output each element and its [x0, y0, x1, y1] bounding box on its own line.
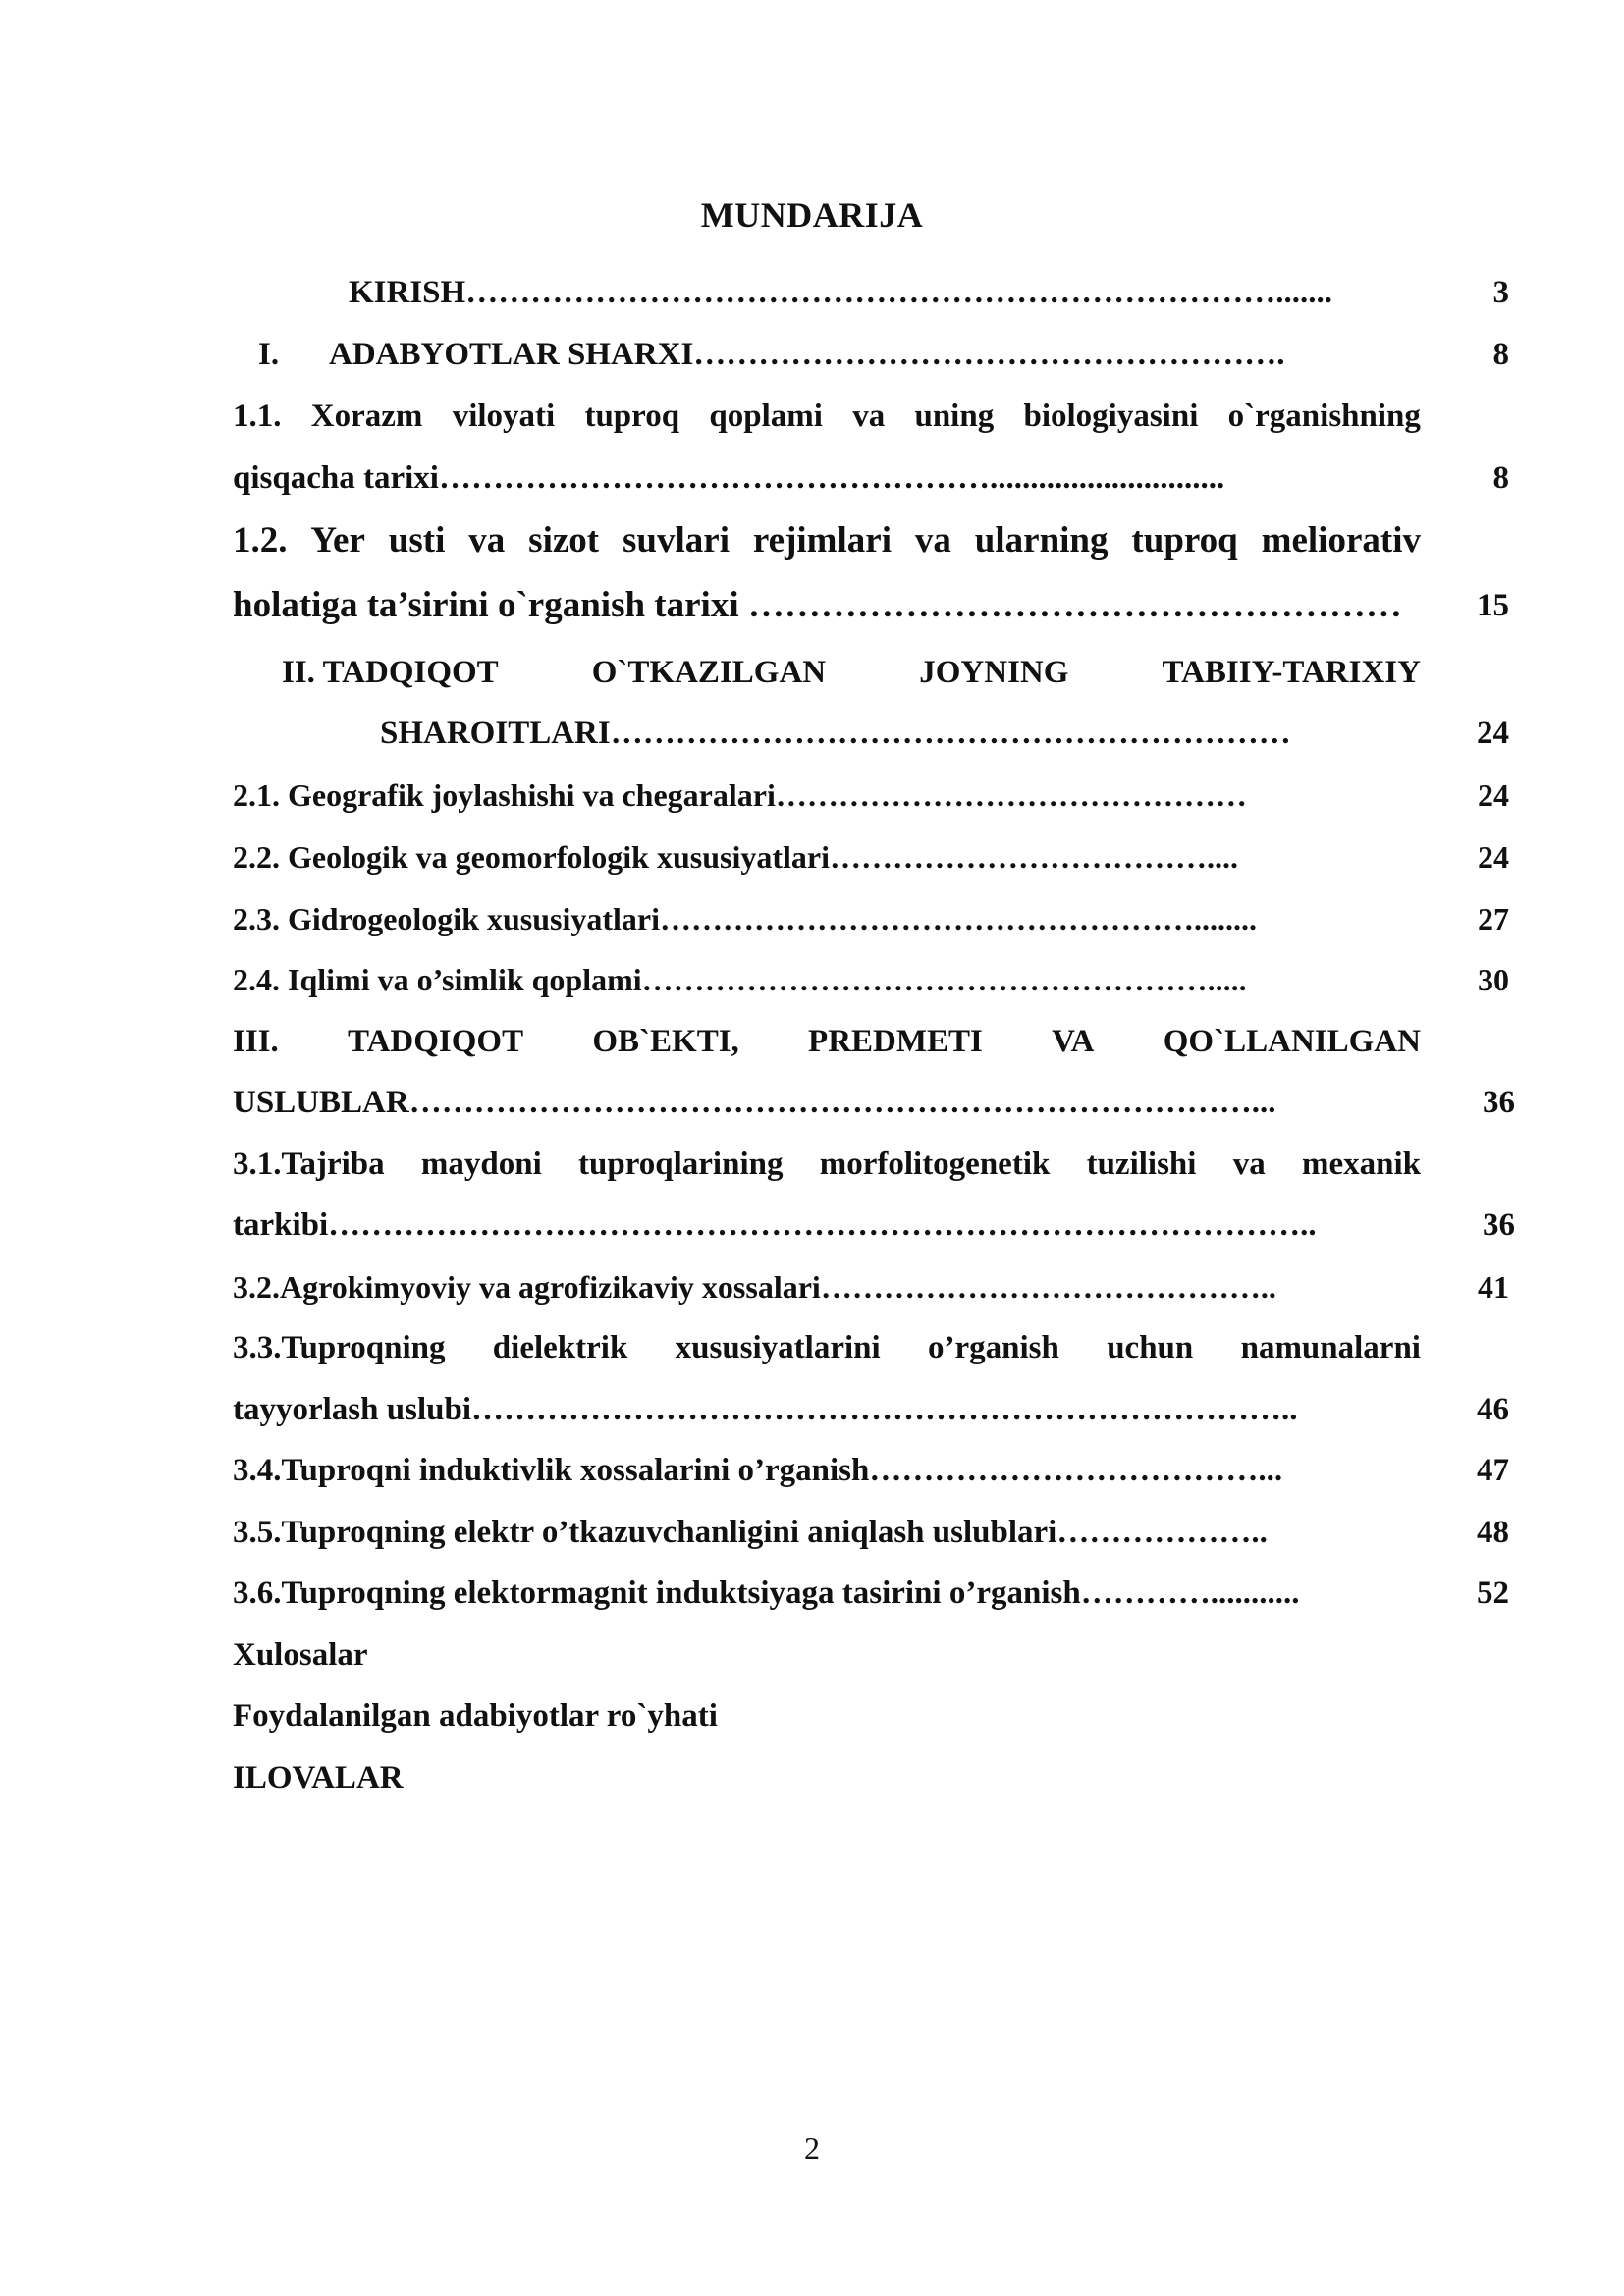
toc-entry-page: 41	[1478, 1269, 1509, 1305]
toc-entry-text	[233, 1324, 1421, 1371]
toc-entry-page: 8	[1492, 337, 1509, 372]
word: VA	[1052, 1024, 1095, 1059]
word: sizot	[528, 520, 600, 561]
toc-entry-text: SHAROITLARI………………………………………………………	[380, 716, 1291, 751]
word: dielektrik	[492, 1330, 628, 1365]
toc-entry-3-4	[233, 1447, 1509, 1494]
toc-entry-text: ILOVALAR	[233, 1760, 404, 1795]
toc-entry-kirish	[233, 269, 1509, 316]
word: Xorazm	[310, 399, 423, 434]
toc-entry-text: holatiga ta’sirini o`rganish tarixi ………………………………………………	[233, 585, 1402, 625]
toc-entry-text: 2.4. Iqlimi va o’simlik qoplami……………………………………………….....	[233, 962, 1247, 997]
toc-entry-page: 3	[1492, 275, 1509, 310]
toc-entry-page: 48	[1477, 1515, 1509, 1550]
word: O`TKAZILGAN	[591, 655, 827, 690]
toc-entry-page: 24	[1478, 839, 1509, 875]
toc-entry-3-1-line-1	[233, 1141, 1509, 1188]
toc-entry-page: 30	[1478, 962, 1509, 997]
toc-entry-text	[233, 517, 1421, 564]
toc-entry-ilovalar	[233, 1754, 1509, 1801]
toc-entry-3-3-line-1	[233, 1324, 1509, 1371]
toc-entry-chapter-1	[233, 331, 1509, 378]
word: namunalarni	[1240, 1330, 1421, 1365]
toc-entry-3-5	[233, 1509, 1509, 1556]
toc-entry-2-4	[233, 956, 1509, 1003]
word: va	[1232, 1147, 1266, 1182]
word: meliorativ	[1261, 520, 1421, 561]
toc-entry-text	[233, 1018, 1421, 1065]
word: PREDMETI	[808, 1024, 983, 1059]
toc-entry-3-3-line-2	[233, 1386, 1509, 1433]
word: va	[468, 520, 506, 561]
toc-entry-xulosalar	[233, 1631, 1509, 1679]
toc-entry-2-1	[233, 772, 1509, 819]
word: OB`EKTI,	[592, 1024, 739, 1059]
toc-entry-text	[233, 393, 1421, 440]
word: II. TADQIQOT	[282, 655, 499, 690]
toc-entry-page: 36	[1483, 1207, 1515, 1243]
toc-entry-page: 24	[1478, 777, 1509, 813]
word: maydoni	[420, 1147, 542, 1182]
toc-entry-text: tayyorlash uslubi…………………………………………………………………..	[233, 1392, 1298, 1427]
word: ularning	[974, 520, 1109, 561]
word: QO`LLANILGAN	[1163, 1024, 1421, 1059]
toc-entry-text: tarkibi………………………………………………………………………………..	[233, 1207, 1317, 1243]
word: qoplami	[709, 399, 823, 434]
toc-entry-3-6	[233, 1570, 1509, 1617]
toc-entry-chapter-2-line-2	[233, 710, 1509, 757]
toc-entry-text	[233, 1141, 1421, 1188]
page-number: 2	[804, 2130, 820, 2165]
word: 1.2.	[233, 520, 288, 561]
page-title: MUNDARIJA	[700, 195, 924, 235]
word: biologiyasini	[1023, 399, 1199, 434]
word: viloyati	[452, 399, 556, 434]
toc-entry-2-2	[233, 833, 1509, 881]
word: morfolitogenetik	[819, 1147, 1051, 1182]
toc-entry-2-3	[233, 895, 1509, 942]
toc-entry-text: ADABYOTLAR SHARXI……………………………………………….	[329, 337, 1285, 372]
toc-entry-1-1-line-2	[233, 454, 1509, 502]
word: o’rganish	[928, 1330, 1059, 1365]
toc-entry-chapter-3-line-2	[233, 1079, 1515, 1126]
toc-entry-page: 52	[1477, 1575, 1509, 1611]
toc-entry-page: 36	[1483, 1085, 1515, 1120]
word: JOYNING	[919, 655, 1069, 690]
toc-entry-3-1-line-2	[233, 1201, 1515, 1249]
toc-entry-text: 3.2.Agrokimyoviy va agrofizikaviy xossalari……………………………………..	[233, 1269, 1276, 1305]
word: 1.1.	[233, 399, 282, 434]
toc-entry-page: 15	[1477, 588, 1509, 623]
toc-entry-text: Xulosalar	[233, 1637, 368, 1673]
word: tuproqlarining	[578, 1147, 784, 1182]
toc-entry-number: I.	[258, 337, 280, 372]
word: uning	[914, 399, 995, 434]
toc-entry-text: Foydalanilgan adabiyotlar ro`yhati	[233, 1698, 718, 1734]
toc-entry-1-2-line-2	[233, 582, 1509, 629]
toc-entry-page: 8	[1492, 460, 1509, 496]
toc-entry-text: USLUBLAR……………………………………………………………………...	[233, 1085, 1276, 1120]
toc-entry-1-1-line-1	[233, 393, 1509, 440]
toc-entry-3-2	[233, 1263, 1509, 1310]
word: va	[852, 399, 886, 434]
toc-entry-text	[282, 649, 1421, 696]
toc-entry-text: 3.5.Tuproqning elektr o’tkazuvchanligini aniqlash uslublari………………..	[233, 1515, 1268, 1550]
word: 3.3.Tuproqning	[233, 1330, 446, 1365]
toc-entry-page: 46	[1477, 1392, 1509, 1427]
word: rejimlari	[752, 520, 892, 561]
word: Yer	[310, 520, 365, 561]
word: tuproq	[1131, 520, 1238, 561]
word: suvlari	[623, 520, 730, 561]
word: TADQIQOT	[348, 1024, 524, 1059]
toc-entry-text: qisqacha tarixi…………………………………………….............................	[233, 460, 1225, 496]
word: tuproq	[584, 399, 680, 434]
toc-entry-chapter-2-line-1	[233, 649, 1509, 696]
toc-entry-page: 27	[1478, 901, 1509, 936]
word: TABIIY-TARIXIY	[1162, 655, 1421, 690]
word: III.	[233, 1024, 279, 1059]
word: mexanik	[1301, 1147, 1421, 1182]
toc-entry-foydalanilgan-adabiyotlar	[233, 1692, 1509, 1739]
toc-entry-1-2-line-1	[233, 517, 1509, 564]
word: tuzilishi	[1086, 1147, 1197, 1182]
toc-entry-text: 2.3. Gidrogeologik xususiyatlari……………………………………………........	[233, 901, 1258, 936]
toc-entry-text: KIRISH………………………………………………………………….......	[349, 275, 1332, 310]
word: o`rganishning	[1227, 399, 1421, 434]
word: usti	[388, 520, 446, 561]
word: 3.1.Tajriba	[233, 1147, 385, 1182]
toc-entry-chapter-3-line-1	[233, 1018, 1509, 1065]
toc-entry-page: 24	[1477, 716, 1509, 751]
word: uchun	[1107, 1330, 1194, 1365]
toc-entry-page: 47	[1477, 1453, 1509, 1488]
word: va	[914, 520, 951, 561]
toc-entry-text: 3.6.Tuproqning elektormagnit induktsiyaga tasirini o’rganish…………...........	[233, 1575, 1300, 1611]
word: xususiyatlarini	[675, 1330, 881, 1365]
toc-entry-text: 2.2. Geologik va geomorfologik xususiyatlari………………………………....	[233, 839, 1238, 875]
toc-entry-text: 2.1. Geografik joylashishi va chegaralari………………………………………	[233, 777, 1247, 813]
toc-entry-text: 3.4.Tuproqni induktivlik xossalarini o’rganish………………………………...	[233, 1453, 1283, 1488]
